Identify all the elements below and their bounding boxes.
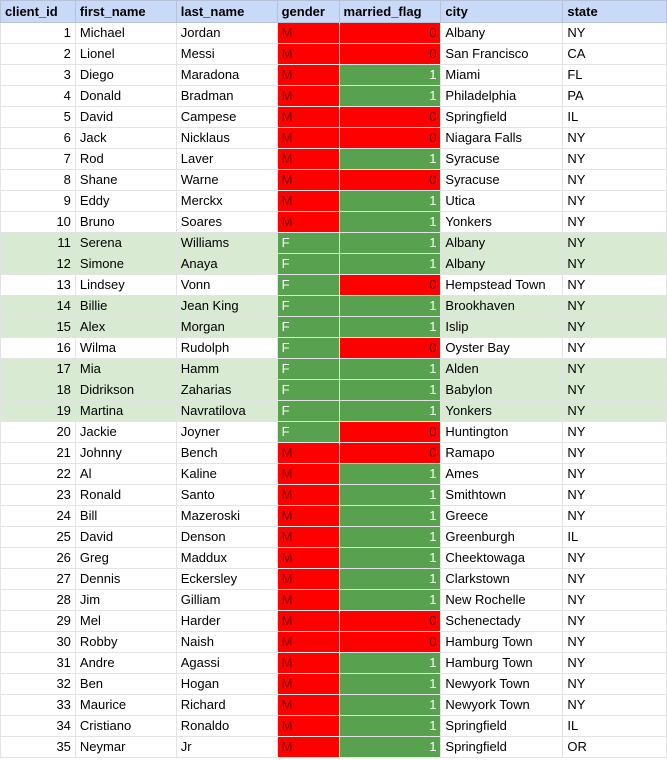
cell-gender[interactable]: F [277, 380, 339, 401]
table-row [1, 611, 667, 632]
table-row [1, 359, 667, 380]
cell-married-flag[interactable]: 1 [339, 653, 441, 674]
cell-client-id[interactable]: 32 [1, 674, 76, 695]
cell-first-name[interactable]: Mel [75, 611, 176, 632]
cell-client-id[interactable]: 2 [1, 44, 76, 65]
cell-last-name[interactable]: Hamm [176, 359, 277, 380]
cell-city[interactable]: New Rochelle [441, 590, 563, 611]
cell-married-flag[interactable]: 0 [339, 128, 441, 149]
cell-gender[interactable]: F [277, 317, 339, 338]
cell-married-flag[interactable]: 1 [339, 506, 441, 527]
cell-first-name[interactable]: Al [75, 464, 176, 485]
cell-married-flag[interactable]: 0 [339, 275, 441, 296]
cell-married-flag[interactable]: 1 [339, 401, 441, 422]
cell-last-name[interactable]: Warne [176, 170, 277, 191]
cell-last-name[interactable]: Messi [176, 44, 277, 65]
cell-first-name[interactable]: Donald [75, 86, 176, 107]
column-header-city[interactable]: city [441, 1, 563, 23]
cell-client-id[interactable]: 30 [1, 632, 76, 653]
cell-gender[interactable]: M [277, 86, 339, 107]
cell-city[interactable]: Smithtown [441, 485, 563, 506]
cell-married-flag[interactable]: 1 [339, 380, 441, 401]
cell-gender[interactable]: F [277, 275, 339, 296]
cell-married-flag[interactable]: 1 [339, 674, 441, 695]
cell-client-id[interactable]: 17 [1, 359, 76, 380]
cell-city[interactable]: Albany [441, 233, 563, 254]
table-row [1, 128, 667, 149]
table-row [1, 212, 667, 233]
table-row [1, 107, 667, 128]
cell-gender[interactable]: M [277, 548, 339, 569]
table-row [1, 632, 667, 653]
cell-last-name[interactable]: Eckersley [176, 569, 277, 590]
cell-city[interactable]: Albany [441, 23, 563, 44]
header-row [1, 1, 667, 23]
cell-married-flag[interactable]: 1 [339, 254, 441, 275]
cell-state[interactable]: PA [563, 86, 667, 107]
cell-married-flag[interactable]: 1 [339, 548, 441, 569]
cell-last-name[interactable]: Richard [176, 695, 277, 716]
cell-first-name[interactable]: Billie [75, 296, 176, 317]
cell-client-id[interactable]: 35 [1, 737, 76, 758]
cell-state[interactable]: NY [563, 296, 667, 317]
cell-married-flag[interactable]: 0 [339, 611, 441, 632]
cell-gender[interactable]: M [277, 611, 339, 632]
cell-first-name[interactable]: Cristiano [75, 716, 176, 737]
table-row [1, 44, 667, 65]
column-header-married-flag[interactable]: married_flag [339, 1, 441, 23]
cell-city[interactable]: Clarkstown [441, 569, 563, 590]
cell-last-name[interactable]: Maradona [176, 65, 277, 86]
cell-first-name[interactable]: Jackie [75, 422, 176, 443]
cell-city[interactable]: Syracuse [441, 170, 563, 191]
table-row [1, 191, 667, 212]
cell-last-name[interactable]: Agassi [176, 653, 277, 674]
cell-last-name[interactable]: Zaharias [176, 380, 277, 401]
table-row [1, 317, 667, 338]
cell-state[interactable]: NY [563, 422, 667, 443]
table-row [1, 527, 667, 548]
cell-first-name[interactable]: Robby [75, 632, 176, 653]
cell-client-id[interactable]: 24 [1, 506, 76, 527]
table-row [1, 170, 667, 191]
cell-married-flag[interactable]: 1 [339, 737, 441, 758]
cell-gender[interactable]: M [277, 569, 339, 590]
cell-state[interactable]: NY [563, 23, 667, 44]
cell-state[interactable]: NY [563, 611, 667, 632]
cell-last-name[interactable]: Navratilova [176, 401, 277, 422]
cell-state[interactable]: NY [563, 632, 667, 653]
cell-married-flag[interactable]: 1 [339, 716, 441, 737]
cell-first-name[interactable]: Jack [75, 128, 176, 149]
cell-gender[interactable]: M [277, 149, 339, 170]
table-row [1, 422, 667, 443]
cell-city[interactable]: Yonkers [441, 212, 563, 233]
cell-married-flag[interactable]: 1 [339, 212, 441, 233]
cell-state[interactable]: NY [563, 254, 667, 275]
cell-first-name[interactable]: Eddy [75, 191, 176, 212]
cell-client-id[interactable]: 11 [1, 233, 76, 254]
cell-last-name[interactable]: Santo [176, 485, 277, 506]
cell-client-id[interactable]: 9 [1, 191, 76, 212]
cell-first-name[interactable]: Diego [75, 65, 176, 86]
cell-last-name[interactable]: Bench [176, 443, 277, 464]
cell-last-name[interactable]: Bradman [176, 86, 277, 107]
cell-first-name[interactable]: Ronald [75, 485, 176, 506]
table-row [1, 254, 667, 275]
cell-gender[interactable]: M [277, 107, 339, 128]
cell-first-name[interactable]: Lionel [75, 44, 176, 65]
cell-married-flag[interactable]: 1 [339, 191, 441, 212]
cell-state[interactable]: NY [563, 674, 667, 695]
table-row [1, 233, 667, 254]
cell-state[interactable]: NY [563, 464, 667, 485]
cell-city[interactable]: Hamburg Town [441, 632, 563, 653]
cell-gender[interactable]: F [277, 338, 339, 359]
table-row [1, 716, 667, 737]
cell-client-id[interactable]: 6 [1, 128, 76, 149]
cell-state[interactable]: NY [563, 401, 667, 422]
cell-first-name[interactable]: Didrikson [75, 380, 176, 401]
table-row [1, 380, 667, 401]
cell-city[interactable]: San Francisco [441, 44, 563, 65]
cell-city[interactable]: Albany [441, 254, 563, 275]
cell-city[interactable]: Utica [441, 191, 563, 212]
cell-last-name[interactable]: Anaya [176, 254, 277, 275]
cell-state[interactable]: CA [563, 44, 667, 65]
table-row [1, 737, 667, 758]
cell-last-name[interactable]: Gilliam [176, 590, 277, 611]
cell-last-name[interactable]: Rudolph [176, 338, 277, 359]
table-row [1, 548, 667, 569]
cell-state[interactable]: OR [563, 737, 667, 758]
cell-gender[interactable]: M [277, 632, 339, 653]
cell-first-name[interactable]: Jim [75, 590, 176, 611]
cell-first-name[interactable]: David [75, 527, 176, 548]
cell-last-name[interactable]: Merckx [176, 191, 277, 212]
table-row [1, 485, 667, 506]
cell-last-name[interactable]: Morgan [176, 317, 277, 338]
cell-city[interactable]: Ames [441, 464, 563, 485]
cell-first-name[interactable]: Greg [75, 548, 176, 569]
cell-first-name[interactable]: Alex [75, 317, 176, 338]
cell-state[interactable]: FL [563, 65, 667, 86]
cell-married-flag[interactable]: 0 [339, 107, 441, 128]
cell-first-name[interactable]: David [75, 107, 176, 128]
cell-married-flag[interactable]: 0 [339, 44, 441, 65]
cell-married-flag[interactable]: 1 [339, 464, 441, 485]
column-header-first-name[interactable]: first_name [75, 1, 176, 23]
cell-first-name[interactable]: Bruno [75, 212, 176, 233]
cell-gender[interactable]: M [277, 695, 339, 716]
cell-first-name[interactable]: Wilma [75, 338, 176, 359]
cell-gender[interactable]: M [277, 716, 339, 737]
cell-last-name[interactable]: Naish [176, 632, 277, 653]
column-header-gender[interactable]: gender [277, 1, 339, 23]
cell-gender[interactable]: M [277, 653, 339, 674]
cell-gender[interactable]: M [277, 191, 339, 212]
table-row [1, 443, 667, 464]
cell-first-name[interactable]: Martina [75, 401, 176, 422]
cell-first-name[interactable]: Dennis [75, 569, 176, 590]
column-header-state[interactable]: state [563, 1, 667, 23]
cell-gender[interactable]: M [277, 44, 339, 65]
cell-married-flag[interactable]: 1 [339, 86, 441, 107]
cell-city[interactable]: Yonkers [441, 401, 563, 422]
cell-city[interactable]: Greece [441, 506, 563, 527]
cell-city[interactable]: Babylon [441, 380, 563, 401]
cell-state[interactable]: IL [563, 527, 667, 548]
cell-city[interactable]: Niagara Falls [441, 128, 563, 149]
cell-client-id[interactable]: 31 [1, 653, 76, 674]
cell-client-id[interactable]: 29 [1, 611, 76, 632]
cell-state[interactable]: NY [563, 170, 667, 191]
cell-last-name[interactable]: Harder [176, 611, 277, 632]
cell-client-id[interactable]: 22 [1, 464, 76, 485]
cell-client-id[interactable]: 10 [1, 212, 76, 233]
cell-first-name[interactable]: Michael [75, 23, 176, 44]
cell-married-flag[interactable]: 1 [339, 569, 441, 590]
cell-last-name[interactable]: Soares [176, 212, 277, 233]
cell-client-id[interactable]: 33 [1, 695, 76, 716]
cell-client-id[interactable]: 28 [1, 590, 76, 611]
cell-client-id[interactable]: 3 [1, 65, 76, 86]
cell-city[interactable]: Springfield [441, 107, 563, 128]
cell-gender[interactable]: M [277, 590, 339, 611]
cell-first-name[interactable]: Lindsey [75, 275, 176, 296]
table-row [1, 506, 667, 527]
cell-city[interactable]: Hamburg Town [441, 653, 563, 674]
cell-city[interactable]: Springfield [441, 716, 563, 737]
cell-client-id[interactable]: 25 [1, 527, 76, 548]
cell-client-id[interactable]: 23 [1, 485, 76, 506]
column-header-client-id[interactable]: client_id [1, 1, 76, 23]
cell-last-name[interactable]: Nicklaus [176, 128, 277, 149]
cell-married-flag[interactable]: 1 [339, 359, 441, 380]
cell-state[interactable]: NY [563, 485, 667, 506]
table-row [1, 590, 667, 611]
cell-married-flag[interactable]: 0 [339, 443, 441, 464]
table-row [1, 296, 667, 317]
table-body [1, 23, 667, 758]
cell-last-name[interactable]: Hogan [176, 674, 277, 695]
cell-state[interactable]: NY [563, 569, 667, 590]
table-row [1, 674, 667, 695]
table-row [1, 275, 667, 296]
cell-gender[interactable]: M [277, 674, 339, 695]
cell-city[interactable]: Newyork Town [441, 695, 563, 716]
cell-first-name[interactable]: Maurice [75, 695, 176, 716]
cell-gender[interactable]: M [277, 464, 339, 485]
cell-married-flag[interactable]: 0 [339, 170, 441, 191]
cell-client-id[interactable]: 14 [1, 296, 76, 317]
table-row [1, 65, 667, 86]
cell-state[interactable]: NY [563, 359, 667, 380]
cell-city[interactable]: Greenburgh [441, 527, 563, 548]
cell-last-name[interactable]: Kaline [176, 464, 277, 485]
cell-city[interactable]: Alden [441, 359, 563, 380]
cell-gender[interactable]: F [277, 359, 339, 380]
table-row [1, 695, 667, 716]
cell-gender[interactable]: F [277, 401, 339, 422]
table-row [1, 569, 667, 590]
table-row [1, 338, 667, 359]
cell-city[interactable]: Brookhaven [441, 296, 563, 317]
cell-married-flag[interactable]: 0 [339, 422, 441, 443]
cell-client-id[interactable]: 34 [1, 716, 76, 737]
cell-married-flag[interactable]: 0 [339, 632, 441, 653]
cell-gender[interactable]: F [277, 254, 339, 275]
cell-client-id[interactable]: 15 [1, 317, 76, 338]
cell-last-name[interactable]: Denson [176, 527, 277, 548]
cell-state[interactable]: NY [563, 275, 667, 296]
cell-state[interactable]: NY [563, 338, 667, 359]
cell-state[interactable]: NY [563, 149, 667, 170]
cell-gender[interactable]: F [277, 233, 339, 254]
table-row [1, 653, 667, 674]
cell-first-name[interactable]: Ben [75, 674, 176, 695]
cell-married-flag[interactable]: 1 [339, 527, 441, 548]
cell-gender[interactable]: F [277, 296, 339, 317]
cell-state[interactable]: IL [563, 107, 667, 128]
cell-state[interactable]: NY [563, 506, 667, 527]
cell-gender[interactable]: M [277, 485, 339, 506]
cell-state[interactable]: NY [563, 317, 667, 338]
cell-city[interactable]: Huntington [441, 422, 563, 443]
cell-client-id[interactable]: 4 [1, 86, 76, 107]
cell-first-name[interactable]: Mia [75, 359, 176, 380]
cell-married-flag[interactable]: 1 [339, 233, 441, 254]
cell-state[interactable]: NY [563, 212, 667, 233]
cell-state[interactable]: NY [563, 695, 667, 716]
cell-client-id[interactable]: 8 [1, 170, 76, 191]
cell-client-id[interactable]: 12 [1, 254, 76, 275]
cell-last-name[interactable]: Vonn [176, 275, 277, 296]
cell-city[interactable]: Hempstead Town [441, 275, 563, 296]
cell-state[interactable]: NY [563, 128, 667, 149]
cell-gender[interactable]: M [277, 527, 339, 548]
cell-city[interactable]: Ramapo [441, 443, 563, 464]
cell-client-id[interactable]: 5 [1, 107, 76, 128]
cell-married-flag[interactable]: 1 [339, 296, 441, 317]
cell-gender[interactable]: M [277, 128, 339, 149]
cell-married-flag[interactable]: 1 [339, 149, 441, 170]
cell-client-id[interactable]: 13 [1, 275, 76, 296]
cell-last-name[interactable]: Joyner [176, 422, 277, 443]
cell-client-id[interactable]: 20 [1, 422, 76, 443]
table-row [1, 86, 667, 107]
cell-first-name[interactable]: Serena [75, 233, 176, 254]
cell-state[interactable]: NY [563, 590, 667, 611]
cell-gender[interactable]: F [277, 422, 339, 443]
cell-client-id[interactable]: 21 [1, 443, 76, 464]
cell-city[interactable]: Springfield [441, 737, 563, 758]
cell-first-name[interactable]: Bill [75, 506, 176, 527]
cell-client-id[interactable]: 18 [1, 380, 76, 401]
cell-client-id[interactable]: 7 [1, 149, 76, 170]
cell-last-name[interactable]: Jean King [176, 296, 277, 317]
cell-state[interactable]: NY [563, 653, 667, 674]
cell-client-id[interactable]: 27 [1, 569, 76, 590]
cell-first-name[interactable]: Rod [75, 149, 176, 170]
cell-last-name[interactable]: Jr [176, 737, 277, 758]
cell-gender[interactable]: M [277, 506, 339, 527]
cell-married-flag[interactable]: 1 [339, 695, 441, 716]
cell-last-name[interactable]: Mazeroski [176, 506, 277, 527]
cell-married-flag[interactable]: 0 [339, 23, 441, 44]
cell-last-name[interactable]: Ronaldo [176, 716, 277, 737]
cell-state[interactable]: NY [563, 233, 667, 254]
cell-last-name[interactable]: Jordan [176, 23, 277, 44]
cell-gender[interactable]: M [277, 170, 339, 191]
cell-married-flag[interactable]: 0 [339, 338, 441, 359]
cell-state[interactable]: IL [563, 716, 667, 737]
cell-last-name[interactable]: Campese [176, 107, 277, 128]
table-row [1, 149, 667, 170]
cell-client-id[interactable]: 19 [1, 401, 76, 422]
cell-client-id[interactable]: 26 [1, 548, 76, 569]
cell-married-flag[interactable]: 1 [339, 590, 441, 611]
cell-client-id[interactable]: 16 [1, 338, 76, 359]
cell-first-name[interactable]: Simone [75, 254, 176, 275]
column-header-last-name[interactable]: last_name [176, 1, 277, 23]
cell-state[interactable]: NY [563, 191, 667, 212]
cell-gender[interactable]: M [277, 23, 339, 44]
cell-gender[interactable]: M [277, 65, 339, 86]
cell-city[interactable]: Islip [441, 317, 563, 338]
cell-married-flag[interactable]: 1 [339, 65, 441, 86]
cell-state[interactable]: NY [563, 443, 667, 464]
cell-city[interactable]: Miami [441, 65, 563, 86]
cell-gender[interactable]: M [277, 737, 339, 758]
cell-gender[interactable]: M [277, 443, 339, 464]
cell-first-name[interactable]: Andre [75, 653, 176, 674]
cell-first-name[interactable]: Shane [75, 170, 176, 191]
table-row [1, 401, 667, 422]
cell-client-id[interactable]: 1 [1, 23, 76, 44]
cell-married-flag[interactable]: 1 [339, 485, 441, 506]
cell-last-name[interactable]: Williams [176, 233, 277, 254]
table-row [1, 464, 667, 485]
cell-city[interactable]: Philadelphia [441, 86, 563, 107]
cell-city[interactable]: Schenectady [441, 611, 563, 632]
cell-state[interactable]: NY [563, 380, 667, 401]
table-row [1, 23, 667, 44]
cell-gender[interactable]: M [277, 212, 339, 233]
cell-state[interactable]: NY [563, 548, 667, 569]
cell-city[interactable]: Cheektowaga [441, 548, 563, 569]
cell-city[interactable]: Newyork Town [441, 674, 563, 695]
cell-city[interactable]: Oyster Bay [441, 338, 563, 359]
cell-city[interactable]: Syracuse [441, 149, 563, 170]
cell-married-flag[interactable]: 1 [339, 317, 441, 338]
cell-first-name[interactable]: Neymar [75, 737, 176, 758]
cell-last-name[interactable]: Laver [176, 149, 277, 170]
cell-first-name[interactable]: Johnny [75, 443, 176, 464]
cell-last-name[interactable]: Maddux [176, 548, 277, 569]
